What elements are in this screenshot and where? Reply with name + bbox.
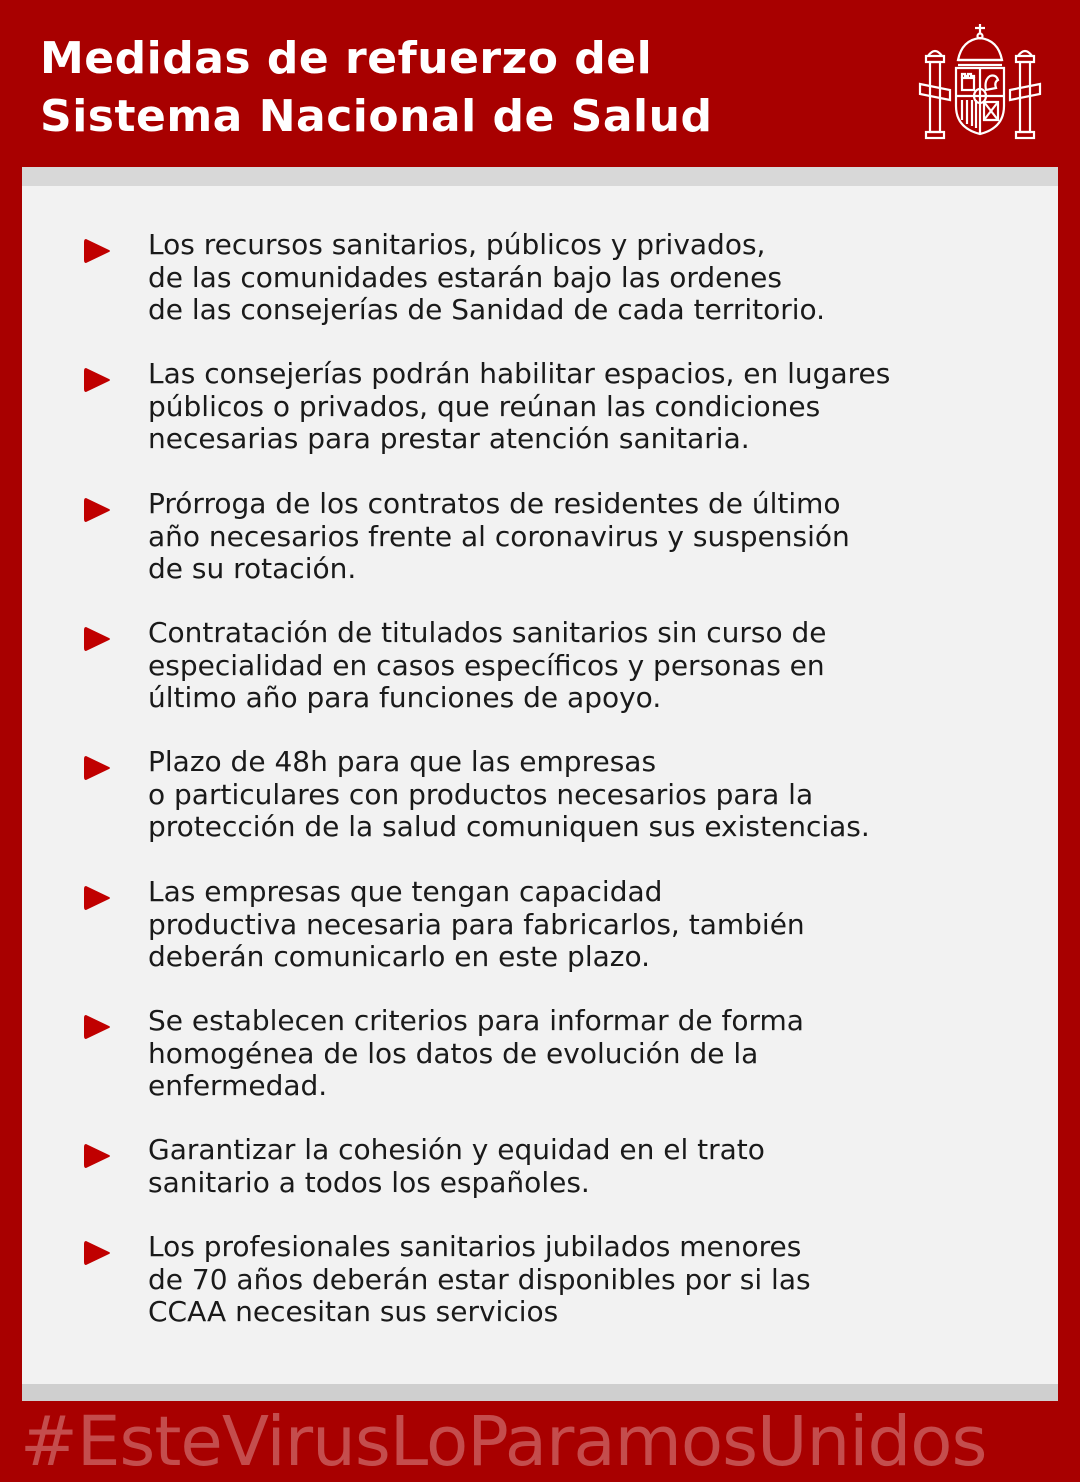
- page-title-line-2: Sistema Nacional de Salud: [40, 91, 713, 142]
- play-triangle-bullet-icon: [83, 625, 111, 653]
- measure-text: Se establecen criterios para informar de forma homogénea de los datos de evolución de la enfermedad.: [148, 1004, 804, 1102]
- measure-text: Las empresas que tengan capacidad productiva necesaria para fabricarlos, también deberán comunicarlo en este plazo.: [148, 875, 805, 973]
- measure-text: Prórroga de los contratos de residentes de último año necesarios frente al coronavirus y suspensión de su rotación.: [148, 487, 850, 585]
- measure-text: Contratación de titulados sanitarios sin curso de especialidad en casos específicos y personas en último año para funciones de apoyo.: [148, 616, 827, 714]
- campaign-hashtag: #EsteVirusLoParamosUnidos: [20, 1402, 987, 1482]
- page-title-line-1: Medidas de refuerzo del: [40, 33, 653, 84]
- page-title: [40, 30, 712, 146]
- coat-of-arms-of-spain-icon: [918, 20, 1042, 144]
- measures-list: [22, 167, 1058, 1401]
- measure-text: Plazo de 48h para que las empresas o particulares con productos necesarios para la protección de la salud comuniquen sus existencias.: [148, 745, 870, 843]
- play-triangle-bullet-icon: [83, 884, 111, 912]
- play-triangle-bullet-icon: [83, 754, 111, 782]
- play-triangle-bullet-icon: [83, 1239, 111, 1267]
- play-triangle-bullet-icon: [83, 366, 111, 394]
- measure-text: Los profesionales sanitarios jubilados menores de 70 años deberán estar disponibles por si las CCAA necesitan sus servicios: [148, 1230, 811, 1328]
- measure-text: Las consejerías podrán habilitar espacios, en lugares públicos o privados, que reúnan las condiciones necesarias para prestar atención sanitaria.: [148, 357, 891, 455]
- measure-text: Garantizar la cohesión y equidad en el trato sanitario a todos los españoles.: [148, 1133, 765, 1199]
- measures-panel: [22, 167, 1058, 1401]
- play-triangle-bullet-icon: [83, 496, 111, 524]
- measure-text: Los recursos sanitarios, públicos y privados, de las comunidades estarán bajo las ordenes de las consejerías de Sanidad de cada territorio.: [148, 228, 826, 326]
- panel-bottom-strip: [22, 1384, 1058, 1401]
- play-triangle-bullet-icon: [83, 1142, 111, 1170]
- play-triangle-bullet-icon: [83, 237, 111, 265]
- play-triangle-bullet-icon: [83, 1013, 111, 1041]
